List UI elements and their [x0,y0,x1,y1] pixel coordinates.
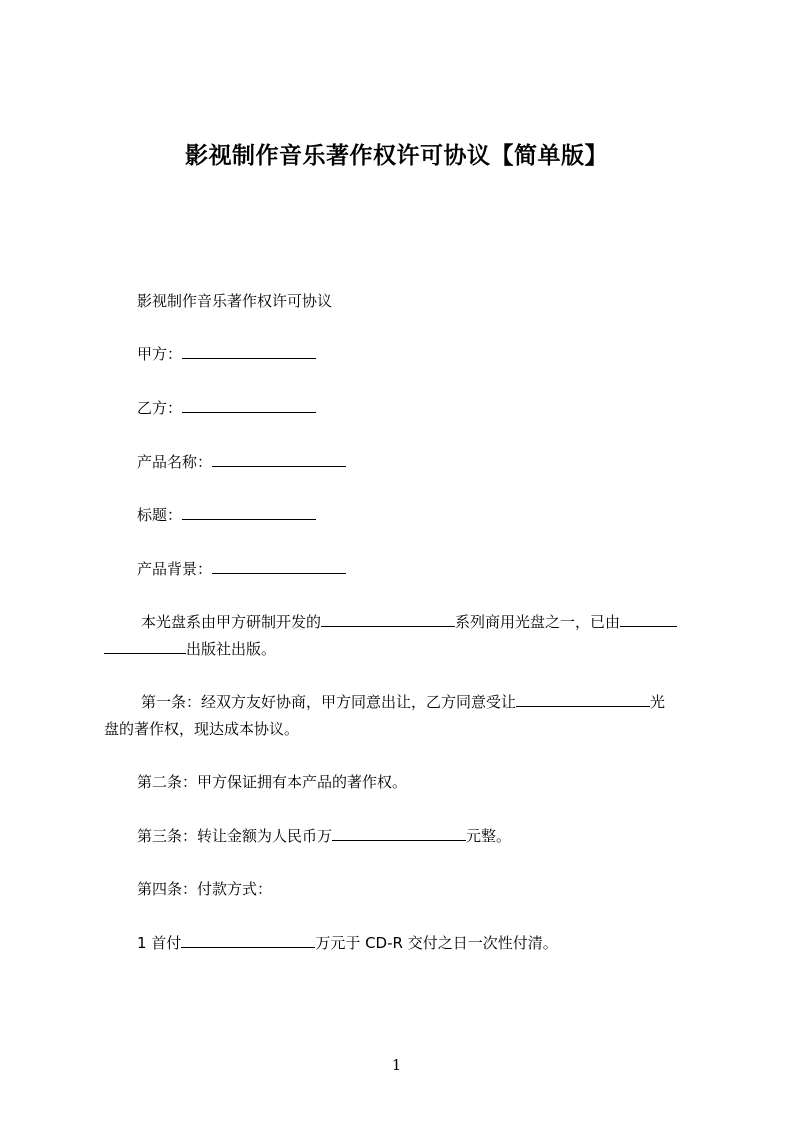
article4-line: 第四条：付款方式： [137,880,273,898]
disc-blank [516,693,650,707]
agreement-subtitle: 影视制作音乐著作权许可协议 [137,292,333,310]
article1-line-2: 盘的著作权，现达成本协议。 [104,720,300,738]
series-blank [321,613,455,627]
payment1-text-2: 万元于 CD-R 交付之日一次性付清。 [315,934,558,952]
intro-line-2 [104,639,276,659]
document-title: 影视制作音乐著作权许可协议【简单版】 [185,143,608,169]
intro-text-3: 出版社出版。 [186,640,277,658]
party-a-blank [182,345,316,359]
publisher-blank-end [104,640,186,654]
background-label: 产品背景： [137,560,213,578]
background-line [137,559,346,579]
publisher-blank-start [620,613,677,627]
product-name-line [137,452,346,472]
heading-line [137,505,316,525]
article3-text-1: 第三条：转让金额为人民币万 [137,827,333,845]
article1-text-2: 光 [650,693,666,711]
party-a-line [137,344,316,364]
amount-blank [332,827,466,841]
article1-line-1 [141,692,665,712]
article2-line: 第二条：甲方保证拥有本产品的著作权。 [137,773,408,791]
heading-label: 标题： [137,506,183,524]
article3-line [137,826,511,846]
page-number: 1 [391,1056,402,1074]
product-name-label: 产品名称： [137,453,213,471]
product-name-blank [212,453,346,467]
down-payment-blank [181,934,315,948]
intro-text-2: 系列商用光盘之一，已由 [455,613,621,631]
party-b-blank [182,399,316,413]
intro-text-1: 本光盘系由甲方研制开发的 [141,613,322,631]
party-b-line [137,398,316,418]
payment1-line [137,933,558,953]
article3-text-2: 元整。 [466,827,512,845]
heading-blank [182,506,316,520]
payment1-text-1: 1 首付 [137,934,182,952]
party-a-label: 甲方： [137,345,183,363]
background-blank [212,560,346,574]
article1-text-1: 第一条：经双方友好协商，甲方同意出让，乙方同意受让 [141,693,517,711]
party-b-label: 乙方： [137,399,183,417]
intro-line-1 [141,612,677,632]
